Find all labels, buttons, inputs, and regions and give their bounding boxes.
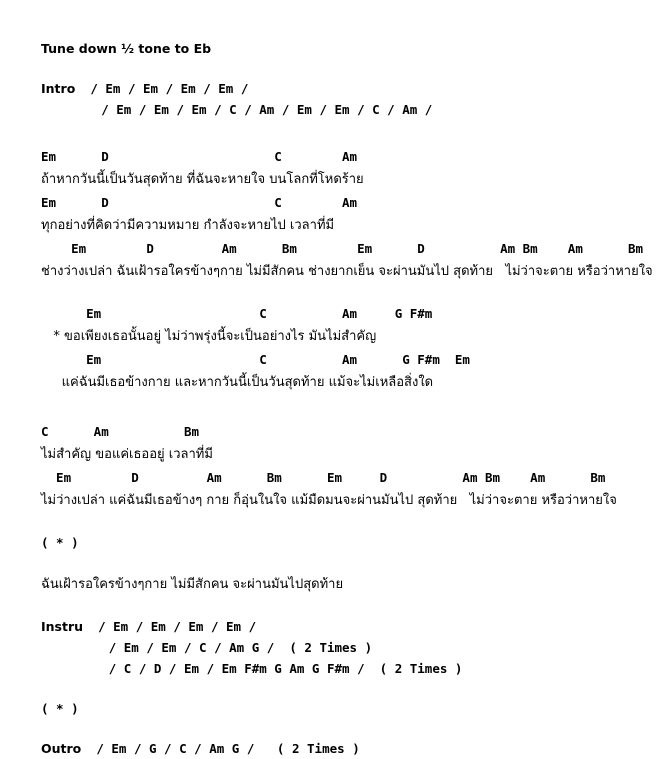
verse1-chords-1: Em D C Am [41,149,358,164]
verse2-chords-2: Em D Am Bm Em D Am Bm Am Bm [41,470,606,485]
intro-line-2: / Em / Em / Em / C / Am / Em / Em / C / Am / [41,102,433,117]
verse1-lyrics-3: ช่างว่างเปล่า ฉันเฝ้ารอใครข้างๆกาย ไม่มีสักคน ช่างยากเย็น จะผ่านมันไป สุดท้าย ไม่ว่าจะตาย หรือว่าหายใจ [41,264,653,279]
instru-line-2: / Em / Em / C / Am G / ( 2 Times ) [41,640,373,655]
instru-section [41,616,666,637]
instru-line-3: / C / D / Em / Em F#m G Am G F#m / ( 2 Times ) [41,661,463,676]
verse1-lyrics-1: ถ้าหากวันนี้เป็นวันสุดท้าย ที่ฉันจะหายใจ บนโลกที่โหดร้าย [41,172,364,187]
spacer [41,395,666,421]
instru-line-1: / Em / Em / Em / Em / [83,619,257,634]
spacer [41,719,666,738]
outro-label: Outro [41,741,82,756]
chorus-lyrics-2: แค่ฉันมีเธอข้างกาย และหากวันนี้เป็นวันสุดท้าย แม้จะไม่เหลือสิ่งใด [41,375,434,390]
chorus-chords-2: Em C Am G F#m Em [41,352,470,367]
spacer [41,59,666,78]
outro-section [41,738,666,759]
verse2-chords-1: C Am Bm [41,424,200,439]
chorus-chords-1: Em C Am G F#m [41,306,433,321]
spacer [41,284,666,303]
verse1-chords-2: Em D C Am [41,195,358,210]
tuning-note: Tune down ½ tone to Eb [41,41,212,56]
verse2-lyrics-1: ไม่สำคัญ ขอแค่เธออยู่ เวลาที่มี [41,447,213,462]
spacer [41,597,666,616]
chorus-lyrics-1: * ขอเพียงเธอนั้นอยู่ ไม่ว่าพรุ่งนี้จะเป็นอย่างไร มันไม่สำคัญ [41,329,377,344]
spacer [41,679,666,698]
intro-line-1: / Em / Em / Em / Em / [75,81,249,96]
repeat-marker-1: ( * ) [41,535,79,550]
repeat-marker-2: ( * ) [41,701,79,716]
intro-label: Intro [41,81,76,96]
spacer [41,513,666,532]
instru-label: Instru [41,619,84,634]
verse1-lyrics-2: ทุกอย่างที่คิดว่ามีความหมาย กำลังจะหายไป เวลาที่มี [41,218,335,233]
intro-section [41,78,666,99]
verse1-chords-3: Em D Am Bm Em D Am Bm Am Bm [41,241,644,256]
verse2-lyrics-2: ไม่ว่างเปล่า แค่ฉันมีเธอข้างๆ กาย ก็อุ่นในใจ แม้มืดมนจะผ่านมันไป สุดท้าย ไม่ว่าจะตาย หรือว่าหายใจ [41,493,617,508]
outro-line-1: / Em / G / C / Am G / ( 2 Times ) [81,741,360,756]
spacer [41,120,666,146]
spacer [41,553,666,572]
standalone-lyric-line: ฉันเฝ้ารอใครข้างๆกาย ไม่มีสักคน จะผ่านมันไปสุดท้าย [41,577,344,592]
